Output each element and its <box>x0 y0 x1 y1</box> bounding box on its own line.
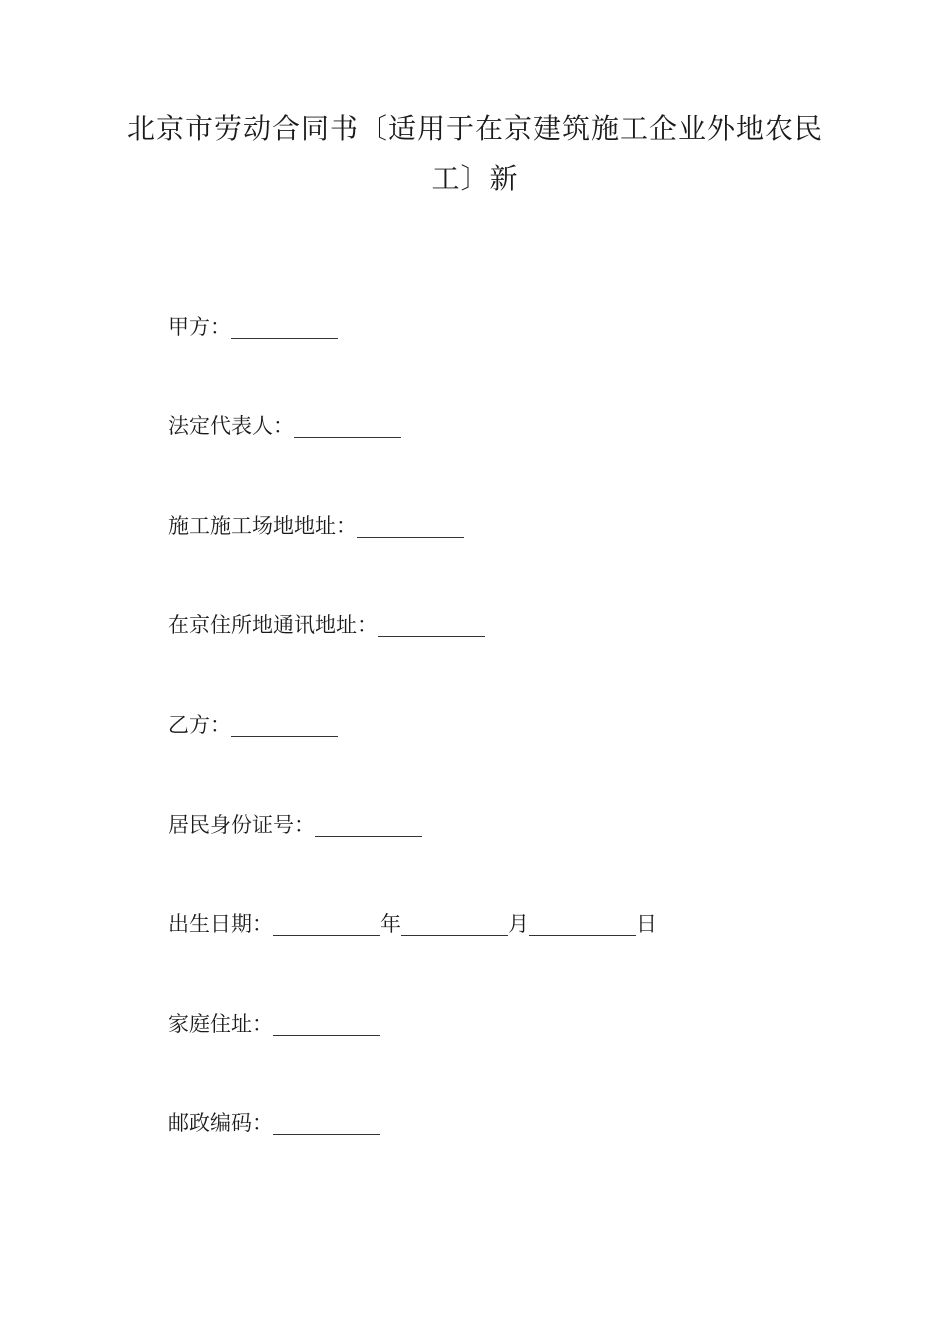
legal-rep-field <box>168 411 401 441</box>
party-b-field <box>168 710 338 740</box>
id-number-field <box>168 810 422 840</box>
id-number-label: 居民身份证号： <box>168 813 315 837</box>
home-address-label: 家庭住址： <box>168 1012 273 1036</box>
birth-date-label: 出生日期： <box>168 912 273 936</box>
postal-code-label: 邮政编码： <box>168 1111 273 1135</box>
home-address-field <box>168 1009 380 1039</box>
postal-code-field <box>168 1108 380 1138</box>
site-address-blank[interactable] <box>357 513 464 538</box>
month-unit: 月 <box>508 912 529 936</box>
party-a-field <box>168 312 338 342</box>
site-address-field <box>168 511 464 541</box>
legal-rep-blank[interactable] <box>294 413 401 438</box>
beijing-address-blank[interactable] <box>378 612 485 637</box>
birth-month-blank[interactable] <box>401 911 508 936</box>
id-number-blank[interactable] <box>315 812 422 837</box>
year-unit: 年 <box>380 912 401 936</box>
birth-year-blank[interactable] <box>273 911 380 936</box>
day-unit: 日 <box>636 912 657 936</box>
birth-day-blank[interactable] <box>529 911 636 936</box>
party-b-label: 乙方： <box>168 713 231 737</box>
party-b-blank[interactable] <box>231 712 338 737</box>
site-address-label: 施工施工场地地址： <box>168 514 357 538</box>
legal-rep-label: 法定代表人： <box>168 414 294 438</box>
document-title: 北京市劳动合同书〔适用于在京建筑施工企业外地农民工〕新 <box>126 112 823 195</box>
home-address-blank[interactable] <box>273 1011 380 1036</box>
party-a-blank[interactable] <box>231 314 338 339</box>
birth-date-field <box>168 909 657 939</box>
beijing-address-label: 在京住所地通讯地址： <box>168 613 378 637</box>
party-a-label: 甲方： <box>168 315 231 339</box>
beijing-address-field <box>168 610 485 640</box>
postal-code-blank[interactable] <box>273 1110 380 1135</box>
